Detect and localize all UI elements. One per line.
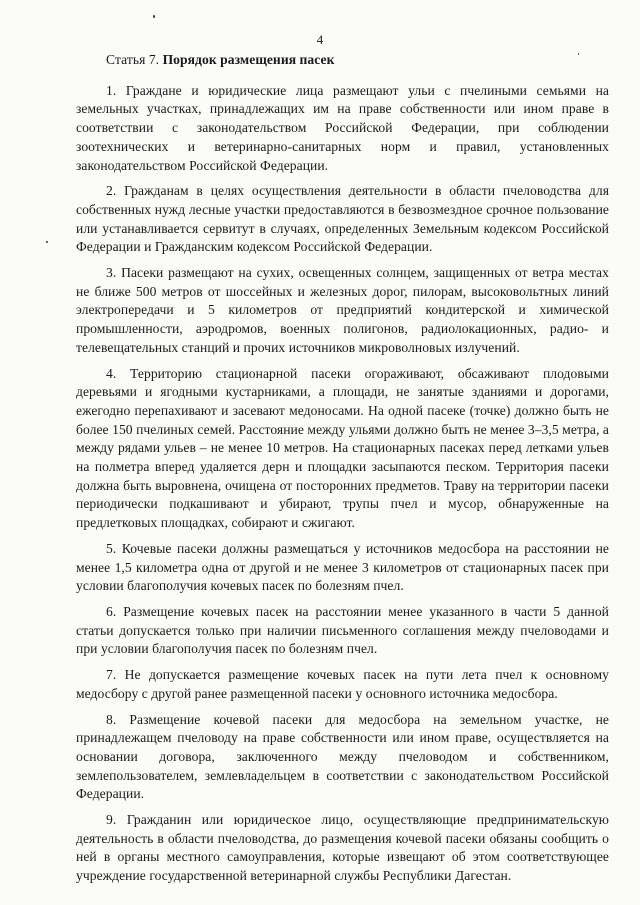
scan-speck bbox=[153, 15, 155, 18]
page-number: 4 bbox=[316, 32, 324, 47]
document-body bbox=[76, 51, 609, 893]
paragraph-4: 4. Территорию стационарной пасеки огораживают, обсаживают плодовыми деревьями и ягодными кустарниками, а площади, не занятые зданиями и дорогами, ежегодно перепахивают и засевают медоносами. На одной пасеке (точке) должно быть не более 150 пчелиных семей. Расстояние между ульями должно быть не менее 3–3,5 метра, а между рядами ульев – не менее 10 метров. На стационарных пасеках перед летками ульев на полметра вперед удаляется дерн и площадки засыпаются песком. Территория пасеки должна быть выровнена, очищена от посторонних предметов. Траву на территории пасеки периодически подкашивают и убирают, трупы пчел и мусор, обнаруженные на предлетковых площадках, собирают и сжигают. bbox=[76, 365, 609, 531]
article-prefix: Статья 7. bbox=[106, 52, 163, 67]
paragraph-6: 6. Размещение кочевых пасек на расстоянии менее указанного в части 5 данной статьи допускается только при наличии письменного соглашения между пчеловодами и при условии благополучия пасек по болезням пчел. bbox=[76, 603, 609, 657]
article-title: Порядок размещения пасек bbox=[162, 52, 335, 67]
scan-speck bbox=[578, 53, 579, 55]
scan-speck bbox=[46, 241, 48, 243]
paragraph-7: 7. Не допускается размещение кочевых пасек на пути лета пчел к основному медосбору с другой ранее размещенной пасеки у основного источника медосбора. bbox=[76, 667, 609, 701]
paragraph-8: 8. Размещение кочевой пасеки для медосбора на земельном участке, не принадлежащем пчеловоду на праве собственности или ином праве, осуществляется на основании договора, заключенного между пчеловодом и собственником, землепользователем, землевладельцем в соответствии с законодательством Российской Федерации. bbox=[76, 711, 609, 802]
paragraph-5: 5. Кочевые пасеки должны размещаться у источников медосбора на расстоянии не менее 1,5 километра одна от другой и не менее 3 километров от стационарных пасек при условии благополучия кочевых пасек по болезням пчел. bbox=[76, 540, 609, 594]
paragraph-2: 2. Гражданам в целях осуществления деятельности в области пчеловодства для собственных нужд лесные участки предоставляются в безвозмездное срочное пользование или устанавливается сервитут в случаях, определенных Земельным кодексом Российской Федерации и Гражданским кодексом Российской Федерации. bbox=[76, 183, 609, 255]
paragraph-9: 9. Гражданин или юридическое лицо, осуществляющие предпринимательскую деятельность в области пчеловодства, до размещения кочевой пасеки обязаны сообщить о ней в органы местного самоуправления, которые извещают об этом соответствующее учреждение государственной ветеринарной службы Республики Дагестан. bbox=[76, 812, 609, 884]
paragraph-1: 1. Граждане и юридические лица размещают ульи с пчелиными семьями на земельных участках, принадлежащих им на праве собственности или ином праве в соответствии с законодательством Российской Федерации, при соблюдении зоотехнических и ветеринарно-санитарных норм и правил, установленных законодательством Российской Федерации. bbox=[76, 82, 609, 173]
article-heading bbox=[76, 51, 609, 70]
paragraph-3: 3. Пасеки размещают на сухих, освещенных солнцем, защищенных от ветра местах не ближе 500 метров от шоссейных и железных дорог, пилорам, высоковольтных линий электропередачи и 5 километров от предприятий кондитерской и химической промышленности, аэродромов, военных полигонов, радиолокационных, радио- и телевещательных станций и прочих источников микроволновых излучений. bbox=[76, 265, 609, 355]
